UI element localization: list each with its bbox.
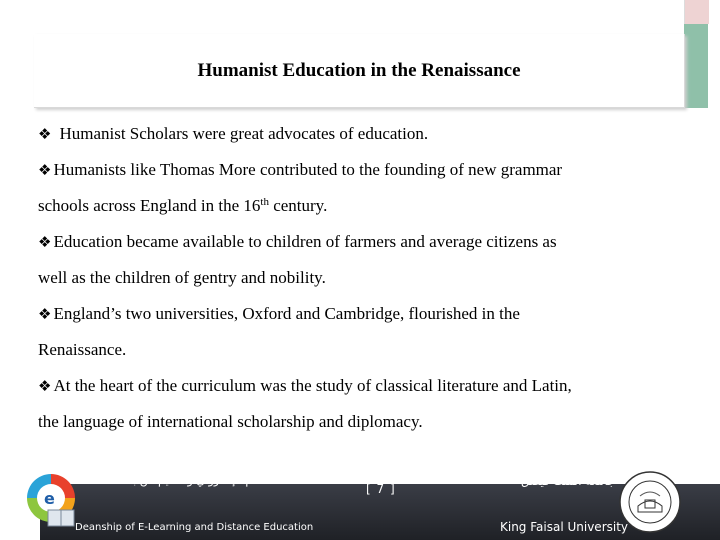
bullet-3-line-1: Education became available to children of farmers and average citizens as: [53, 232, 557, 251]
bullet-2: [38, 152, 688, 224]
bullet-2-superscript: th: [260, 196, 269, 208]
deanship-arabic: عمادة التعلم الإلكتروني والتعليم عن بعد: [122, 474, 302, 487]
bullet-3: [38, 224, 688, 296]
university-seal-icon: [618, 470, 682, 534]
bullet-2-line-2: schools across England in the 16: [38, 196, 261, 215]
accent-bar-top: [684, 0, 709, 24]
page-number: [ 7 ]: [366, 482, 396, 496]
diamond-bullet-icon: ❖: [38, 161, 52, 179]
bullet-3-line-2: well as the children of gentry and nobility.: [38, 268, 326, 287]
diamond-bullet-icon: ❖: [38, 305, 52, 323]
university-arabic: جامعة الملك فيصل: [520, 474, 616, 488]
bullet-2-line-1: Humanists like Thomas More contributed to the founding of new grammar: [53, 160, 563, 179]
diamond-bullet-icon: ❖: [38, 377, 52, 395]
bullet-1-text: Humanist Scholars were great advocates of education.: [59, 124, 429, 143]
svg-text:e: e: [44, 489, 55, 508]
footer: [0, 470, 720, 540]
diamond-bullet-icon: ❖: [38, 125, 52, 143]
bullet-5-line-1: At the heart of the curriculum was the study of classical literature and Latin,: [53, 376, 572, 395]
bullet-4-line-1: England’s two universities, Oxford and Cambridge, flourished in the: [53, 304, 520, 323]
bullet-4: [38, 296, 688, 368]
diamond-bullet-icon: ❖: [38, 233, 52, 251]
bullet-1: [38, 116, 688, 152]
bullet-2-tail: century.: [268, 196, 328, 215]
slide-content: [38, 116, 688, 440]
slide-title: Humanist Education in the Renaissance: [197, 60, 521, 81]
university-english: King Faisal University: [500, 520, 629, 534]
accent-bar-green: [684, 24, 708, 108]
bullet-5-line-2: the language of international scholarship and diplomacy.: [38, 412, 423, 431]
title-box: [34, 34, 685, 108]
elearning-logo-icon: [24, 470, 78, 536]
deanship-english: Deanship of E-Learning and Distance Education: [75, 522, 314, 533]
bullet-4-line-2: Renaissance.: [38, 340, 127, 359]
bullet-5: [38, 368, 688, 440]
